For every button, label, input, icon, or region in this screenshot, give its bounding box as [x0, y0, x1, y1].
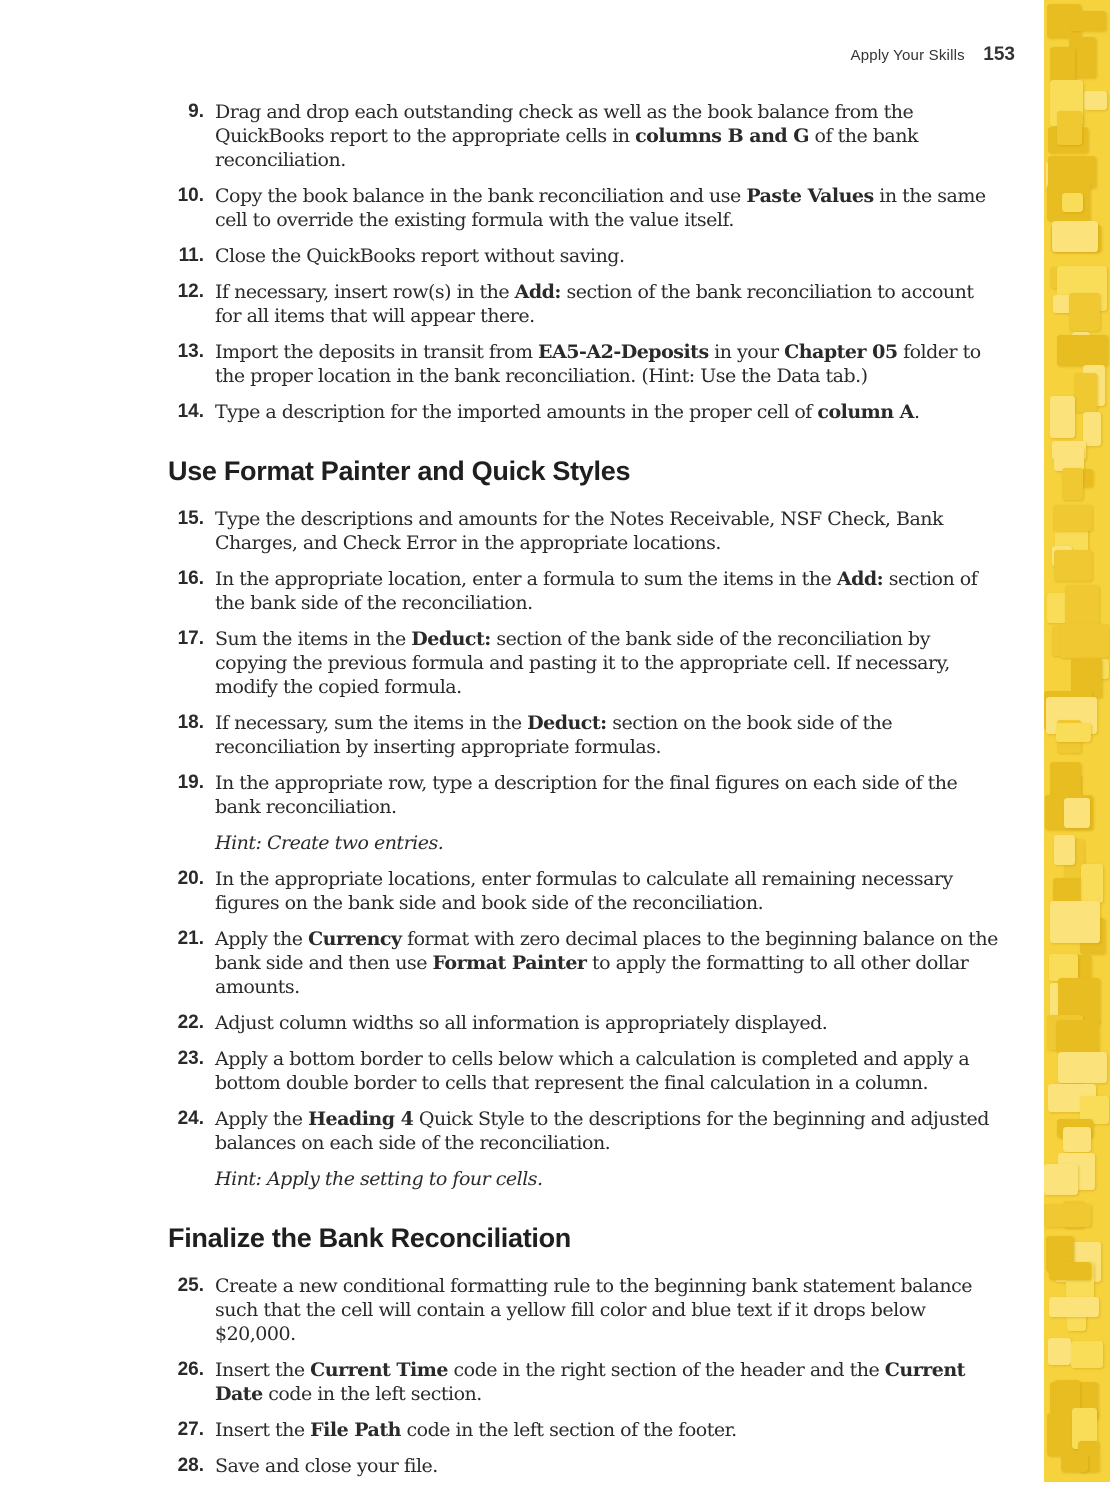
- item-text: section on the book side of the reconciliation by inserting appropriate formulas.: [215, 712, 893, 758]
- item-text: code in the left section of the footer.: [400, 1419, 737, 1441]
- item-number: 26.: [177, 1359, 204, 1380]
- decorative-block: [1081, 864, 1103, 903]
- bold-term: Format Painter: [432, 952, 587, 974]
- bold-term: Paste Values: [746, 185, 874, 207]
- list-item: [168, 340, 998, 388]
- item-number: 10.: [177, 185, 204, 206]
- list-item: [168, 1358, 998, 1406]
- decorative-block: [1061, 1454, 1088, 1472]
- item-text: Quick Style to the descriptions for the beginning and adjusted balances on each side of the reconciliation.: [215, 1108, 989, 1154]
- item-text: folder to the proper location in the bank reconciliation. (Hint: Use the Data tab.): [215, 341, 981, 387]
- item-text: Type the descriptions and amounts for the Notes Receivable, NSF Check, Bank Charges, and Check Error in the appropriate locations.: [215, 508, 944, 554]
- item-text: section of the bank reconciliation to account for all items that will appear there.: [215, 281, 974, 327]
- list-item: [168, 100, 998, 172]
- item-text: In the appropriate row, type a description for the final figures on each side of the bank reconciliation.: [215, 772, 958, 818]
- decorative-block: [1069, 293, 1100, 331]
- decorative-block: [1044, 1204, 1091, 1227]
- item-text: Sum the items in the: [215, 628, 412, 650]
- main-content: [168, 100, 998, 1490]
- item-text: Save and close your file.: [215, 1455, 438, 1477]
- item-number: 16.: [177, 568, 204, 589]
- bold-term: Deduct:: [527, 712, 607, 734]
- item-text: Copy the book balance in the bank reconciliation and use: [215, 185, 747, 207]
- item-number: 14.: [177, 401, 204, 422]
- list-item: [168, 184, 998, 232]
- item-text: in the same cell to override the existing formula with the value itself.: [215, 185, 986, 231]
- decorative-block: [1052, 221, 1098, 252]
- decorative-block: [1054, 835, 1075, 865]
- bold-term: File Path: [310, 1419, 401, 1441]
- item-number: 11.: [178, 245, 204, 266]
- bold-term: column A: [817, 401, 914, 423]
- list-item: [168, 280, 998, 328]
- list-item: [168, 867, 998, 915]
- item-number: 18.: [177, 712, 204, 733]
- bold-term: Heading 4: [308, 1108, 414, 1130]
- item-text: In the appropriate location, enter a formula to sum the items in the: [215, 568, 837, 590]
- bold-term: Current Date: [215, 1359, 965, 1405]
- item-text: Apply the: [215, 928, 309, 950]
- bold-term: Chapter 05: [784, 341, 898, 363]
- item-text: section of the bank side of the reconciliation by copying the previous formula and pasting it to the appropriate cell. If necessary, modify the copied formula.: [215, 628, 950, 698]
- decorative-block: [1062, 193, 1083, 212]
- decorative-block: [1060, 624, 1109, 658]
- decorative-block: [1074, 373, 1097, 412]
- bold-term: Add:: [514, 281, 561, 303]
- instruction-list-1: [168, 100, 998, 424]
- item-text: to apply the formatting to all other dollar amounts.: [215, 952, 969, 998]
- item-text: If necessary, sum the items in the: [215, 712, 528, 734]
- decorative-block: [1054, 550, 1092, 581]
- list-item: [168, 771, 998, 819]
- decorative-block: [1062, 468, 1083, 500]
- decorative-block: [1057, 335, 1108, 366]
- hint-text: Hint: Apply the setting to four cells.: [215, 1168, 543, 1190]
- item-text: code in the right section of the header and the: [447, 1359, 885, 1381]
- section-title-finalize: Finalize the Bank Reconciliation: [168, 1223, 571, 1253]
- decorative-block: [1049, 1297, 1099, 1317]
- decorative-block: [1071, 1341, 1103, 1368]
- item-number: 24.: [177, 1108, 204, 1129]
- item-text: Apply a bottom border to cells below which a calculation is completed and apply a bottom double border to cells that represent the final calculation in a column.: [215, 1048, 970, 1094]
- decorative-block: [1064, 798, 1090, 828]
- bold-term: Deduct:: [411, 628, 491, 650]
- running-title: Apply Your Skills: [850, 47, 965, 64]
- decorative-block: [1071, 11, 1106, 31]
- list-item: [168, 711, 998, 759]
- section-title-format-painter: Use Format Painter and Quick Styles: [168, 456, 631, 486]
- item-number: 25.: [177, 1275, 204, 1296]
- bold-term: Currency: [308, 928, 402, 950]
- decorative-block: [1049, 954, 1078, 981]
- page-number: 153: [983, 44, 1015, 65]
- decorative-block: [1049, 1262, 1091, 1280]
- item-number: 9.: [188, 101, 204, 122]
- list-item: [168, 1274, 998, 1346]
- item-text: of the bank reconciliation.: [215, 125, 918, 171]
- item-text: Import the deposits in transit from: [215, 341, 539, 363]
- item-number: 23.: [177, 1048, 204, 1069]
- item-text: format with zero decimal places to the beginning balance on the bank side and then use: [215, 928, 998, 974]
- item-text: Close the QuickBooks report without saving.: [215, 245, 625, 267]
- instruction-list-3: [168, 1274, 998, 1478]
- instruction-list-2: [168, 507, 998, 1191]
- bold-term: Add:: [836, 568, 884, 590]
- item-text: In the appropriate locations, enter formulas to calculate all remaining necessary figures on the bank side and book side of the reconciliation.: [215, 868, 953, 914]
- bold-term: columns B and G: [635, 125, 810, 147]
- decorative-block: [1048, 1338, 1071, 1365]
- item-text: Type a description for the imported amounts in the proper cell of: [215, 401, 818, 423]
- decorative-block: [1044, 1164, 1078, 1195]
- list-item: [168, 400, 998, 424]
- item-number: 15.: [177, 508, 204, 529]
- bold-term: EA5-A2-Deposits: [538, 341, 709, 363]
- item-number: 21.: [177, 928, 204, 949]
- item-number: 22.: [177, 1012, 204, 1033]
- decorative-block: [1084, 91, 1107, 110]
- hint-text: Hint: Create two entries.: [215, 832, 444, 854]
- decorative-block: [1058, 1052, 1107, 1083]
- bold-term: Current Time: [310, 1359, 448, 1381]
- item-text: code in the left section.: [262, 1383, 482, 1405]
- decorative-block: [1050, 901, 1100, 943]
- list-item: [168, 244, 998, 268]
- list-item: [168, 567, 998, 615]
- list-item: [168, 1011, 998, 1035]
- item-number: 19.: [177, 772, 204, 793]
- decorative-block: [1063, 1127, 1091, 1152]
- item-text: Insert the: [215, 1359, 311, 1381]
- list-item: [168, 507, 998, 555]
- item-text: section of the bank side of the reconciliation.: [215, 568, 978, 614]
- item-number: 17.: [177, 628, 204, 649]
- item-number: 28.: [177, 1455, 204, 1476]
- item-number: 27.: [177, 1419, 204, 1440]
- list-item: [168, 1047, 998, 1095]
- item-number: 13.: [177, 341, 204, 362]
- item-text: Insert the: [215, 1419, 311, 1441]
- list-item: [168, 1418, 998, 1442]
- list-item: [168, 927, 998, 999]
- list-item: [168, 1107, 998, 1155]
- decorative-block: [1083, 412, 1101, 446]
- item-text: If necessary, insert row(s) in the: [215, 281, 515, 303]
- list-item: [168, 1454, 998, 1478]
- decorative-block: [1056, 1020, 1099, 1053]
- item-text: Drag and drop each outstanding check as well as the book balance from the QuickBooks report to the appropriate cells in: [215, 101, 914, 147]
- page-header: [851, 44, 1015, 66]
- item-text: Apply the: [215, 1108, 309, 1130]
- decorative-yellow-sidebar: [1044, 0, 1110, 1482]
- decorative-block: [1050, 396, 1075, 438]
- item-text: .: [913, 401, 920, 423]
- item-number: 12.: [177, 281, 204, 302]
- decorative-block: [1056, 723, 1091, 742]
- item-text: Adjust column widths so all information is appropriately displayed.: [215, 1012, 828, 1034]
- decorative-block: [1057, 111, 1082, 145]
- item-number: 20.: [177, 868, 204, 889]
- list-item: [168, 627, 998, 699]
- decorative-block: [1053, 505, 1092, 531]
- item-text: in your: [708, 341, 785, 363]
- item-text: Create a new conditional formatting rule to the beginning bank statement balance such that the cell will contain a yellow fill color and blue text if it drops below $20,000.: [215, 1275, 972, 1345]
